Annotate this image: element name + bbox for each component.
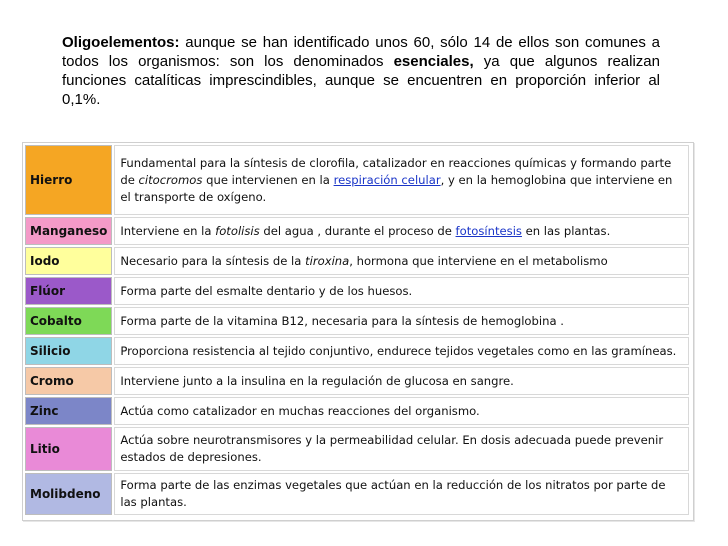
desc-text: Fundamental para la síntesis de clorofila, catalizador en reacciones químicas y formando parte de [120,155,672,187]
element-cell: Silicio [25,337,112,365]
intro-text-b: ya que algunos realizan funciones catalíticas imprescindibles, aunque se encuentren en proporción inferior al 0,1%. [62,53,660,108]
desc-text: del agua , durante el proceso de [259,223,456,238]
description-cell: Forma parte del esmalte dentario y de los huesos. [114,277,689,305]
table-row [25,337,689,365]
description-cell: Actúa sobre neurotransmisores y la permeabilidad celular. En dosis adecuada puede prevenir estados de depresiones. [114,427,689,471]
element-cell: Hierro [25,145,112,215]
table-row [25,277,689,305]
desc-italic: citocromos [138,172,203,187]
element-cell: Litio [25,427,112,471]
element-cell: Cobalto [25,307,112,335]
description-cell [114,145,689,215]
respiracion-celular-link[interactable]: respiración celular [333,172,441,187]
desc-text: Necesario para la síntesis de la [120,253,306,268]
desc-italic: fotolisis [215,223,260,238]
description-cell: Interviene junto a la insulina en la regulación de glucosa en sangre. [114,367,689,395]
desc-text: , y en la hemoglobina que interviene en el transporte de oxígeno. [120,172,673,204]
fotosintesis-link[interactable]: fotosíntesis [455,223,522,238]
table-row [25,473,689,515]
table-row [25,145,689,215]
intro-text-a: aunque se han identificado unos 60, sólo 14 de ellos son comunes a todos los organismos: son los denominados [62,34,660,70]
table-row [25,397,689,425]
table-row [25,247,689,275]
desc-text: , hormona que interviene en el metabolismo [349,253,608,268]
elements-table [23,143,691,517]
element-cell: Flúor [25,277,112,305]
description-cell: Actúa como catalizador en muchas reacciones del organismo. [114,397,689,425]
element-cell: Zinc [25,397,112,425]
description-cell [114,247,689,275]
element-cell: Iodo [25,247,112,275]
intro-bold: esenciales, [393,53,474,70]
element-cell: Manganeso [25,217,112,245]
element-cell: Molibdeno [25,473,112,515]
description-cell: Forma parte de las enzimas vegetales que actúan en la reducción de los nitratos por parte de las plantas. [114,473,689,515]
description-cell: Forma parte de la vitamina B12, necesaria para la síntesis de hemoglobina . [114,307,689,335]
table-row [25,427,689,471]
desc-italic: tiroxina [305,253,350,268]
table-row [25,367,689,395]
table-row [25,217,689,245]
intro-title: Oligoelementos: [62,34,180,51]
desc-text: Interviene en la [120,223,216,238]
description-cell [114,217,689,245]
intro-paragraph [62,33,660,109]
desc-text: que intervienen en la [202,172,334,187]
description-cell: Proporciona resistencia al tejido conjuntivo, endurece tejidos vegetales como en las gramíneas. [114,337,689,365]
element-cell: Cromo [25,367,112,395]
desc-text: en las plantas. [521,223,611,238]
trace-elements-table [22,142,694,521]
table-row [25,307,689,335]
